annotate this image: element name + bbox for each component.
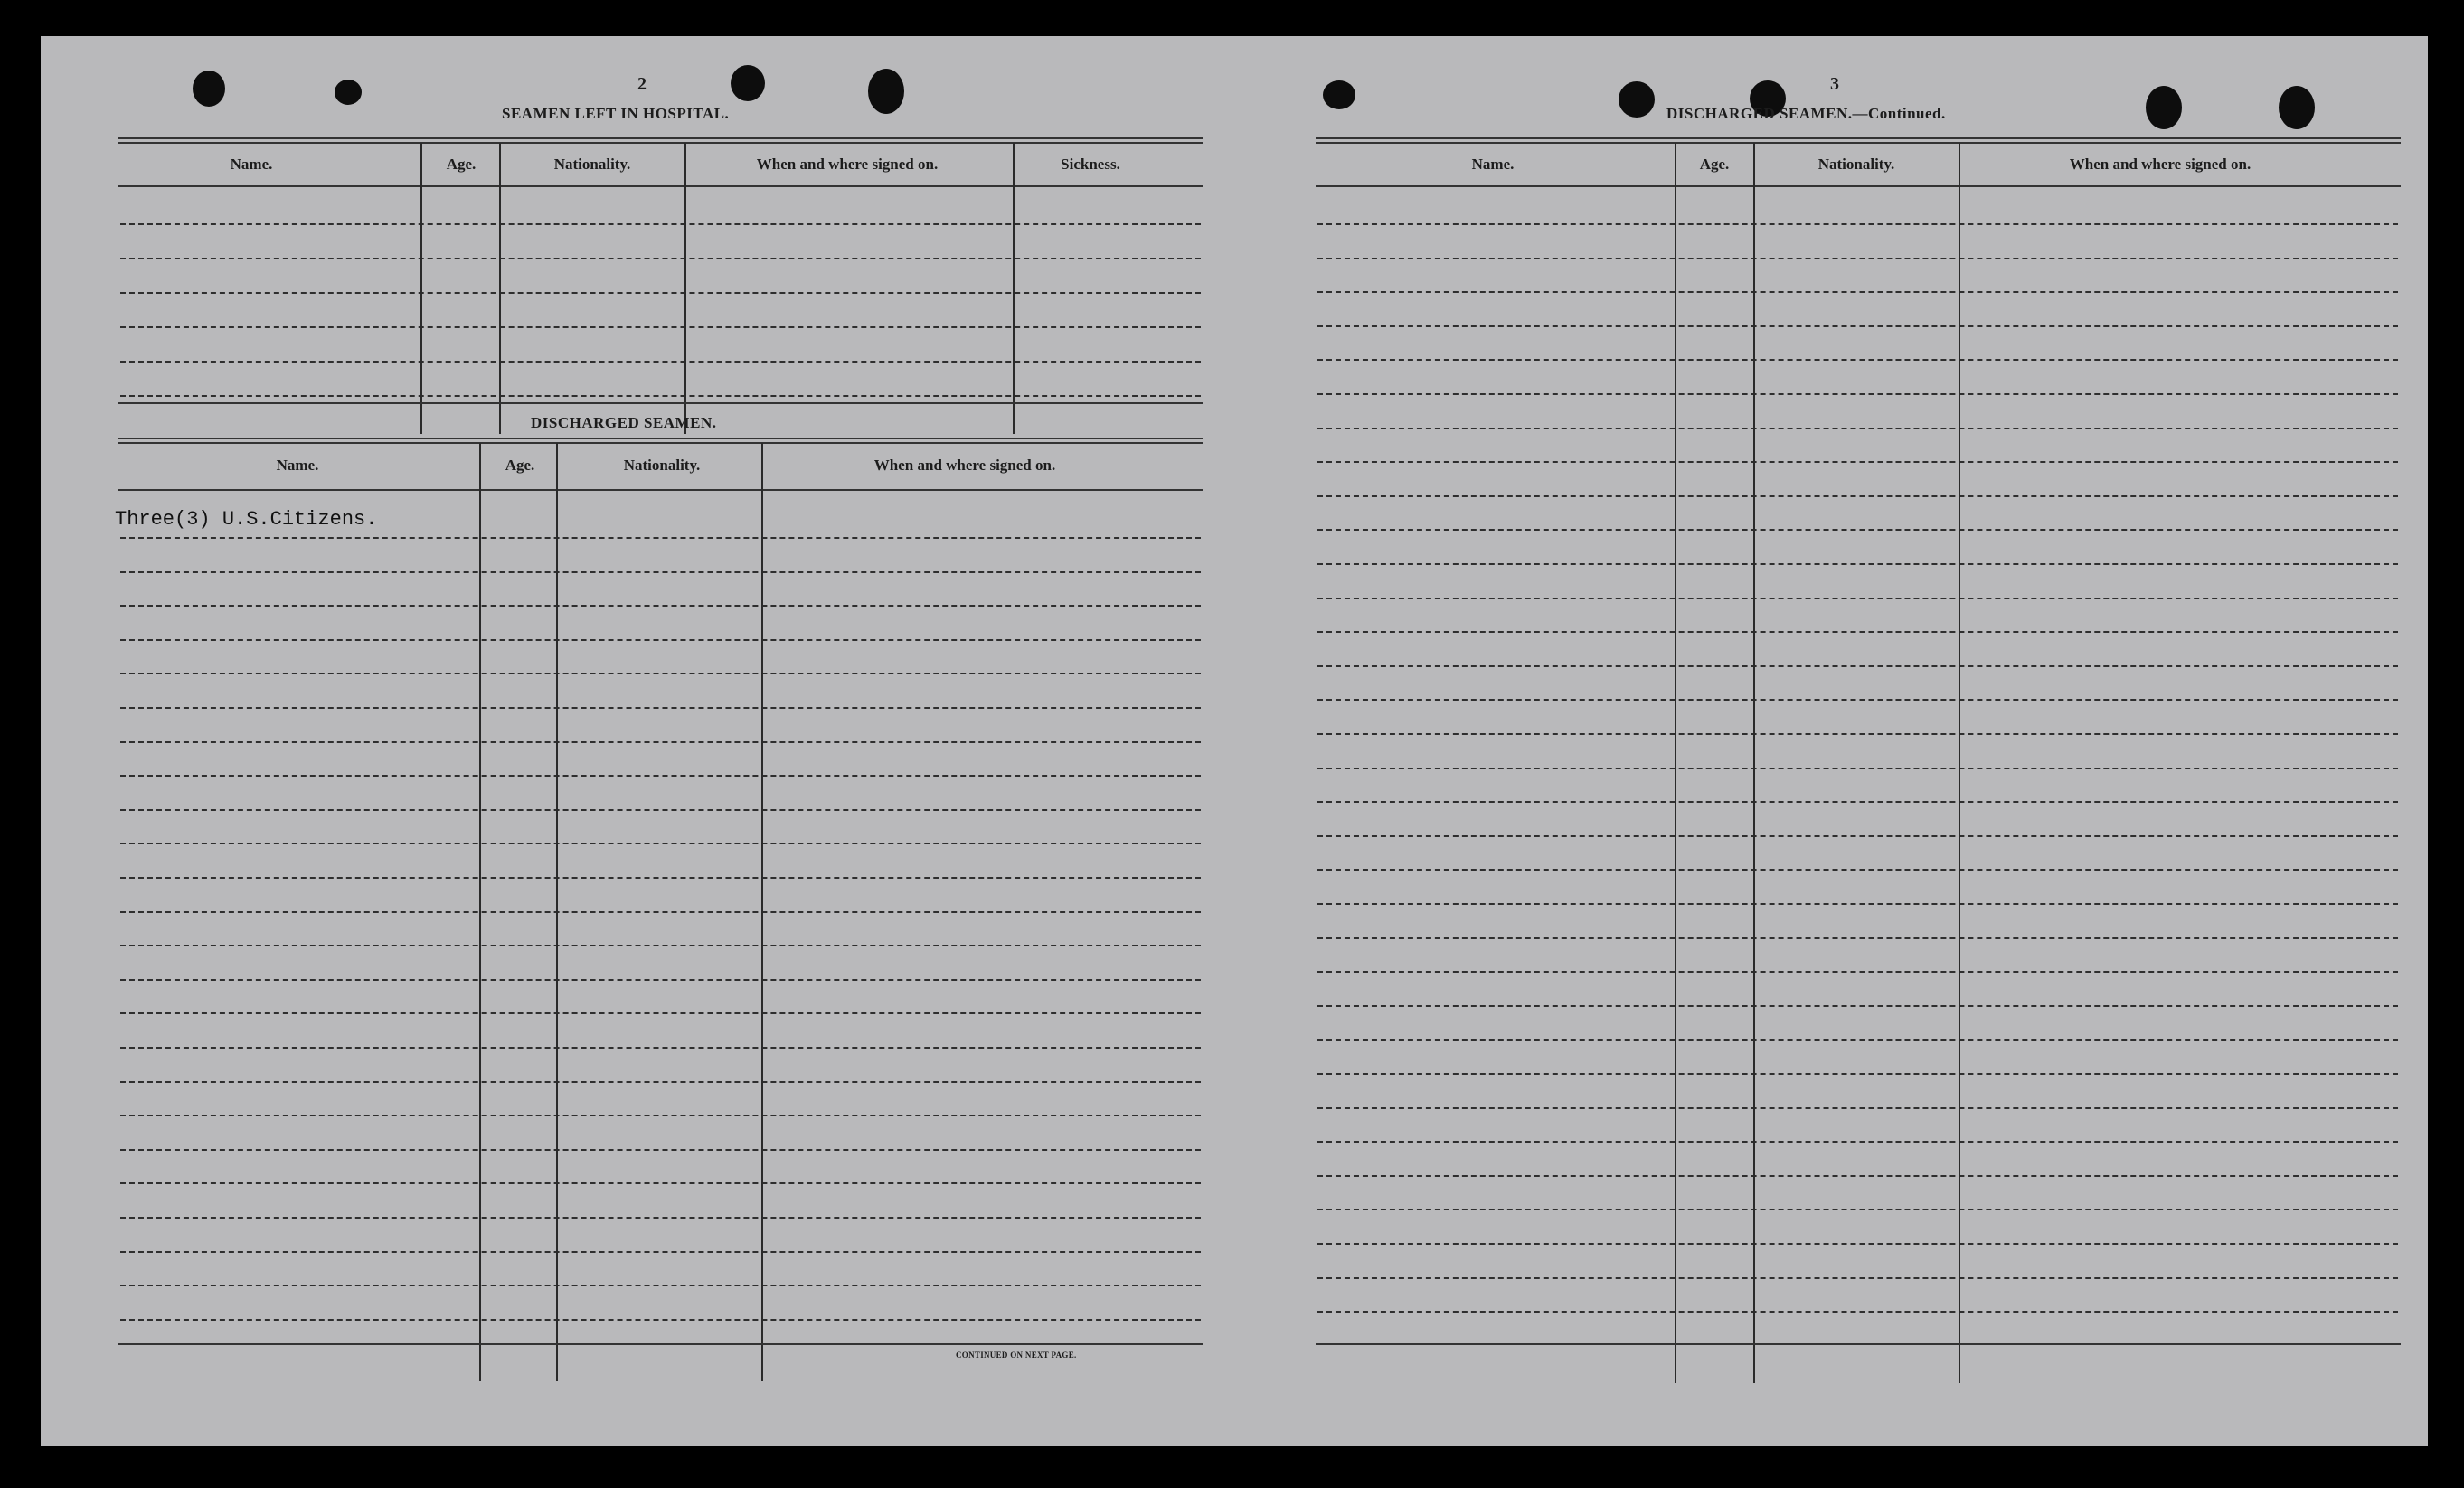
right-col-age: Age. bbox=[1699, 155, 1730, 173]
dotted-rule bbox=[1317, 733, 2398, 735]
dotted-rule bbox=[1317, 1005, 2398, 1007]
right-col-name: Name. bbox=[1471, 155, 1515, 173]
dotted-rule bbox=[120, 809, 1201, 811]
discharged-col-name: Name. bbox=[276, 457, 319, 474]
discharged-col-divider bbox=[556, 443, 558, 1381]
dotted-rule bbox=[120, 326, 1201, 328]
dotted-rule bbox=[1317, 325, 2398, 327]
dotted-rule bbox=[120, 292, 1201, 294]
dotted-rule bbox=[120, 945, 1201, 946]
discharged-col-divider bbox=[479, 443, 481, 1381]
dotted-rule bbox=[120, 1217, 1201, 1219]
punch-hole bbox=[2146, 86, 2182, 129]
right-page-number: 3 bbox=[1830, 74, 1839, 94]
discharged-col-signed-on: When and where signed on. bbox=[873, 457, 1056, 474]
punch-hole bbox=[193, 71, 225, 107]
dotted-rule bbox=[120, 361, 1201, 363]
dotted-rule bbox=[1317, 665, 2398, 667]
dotted-rule bbox=[120, 1182, 1201, 1184]
dotted-rule bbox=[1317, 1141, 2398, 1143]
dotted-rule bbox=[1317, 223, 2398, 225]
hospital-col-divider bbox=[1013, 143, 1015, 434]
discharged-col-age: Age. bbox=[505, 457, 535, 474]
discharged-table-top-rule bbox=[118, 442, 1203, 444]
dotted-rule bbox=[1317, 1209, 2398, 1210]
hospital-col-divider bbox=[684, 143, 686, 434]
right-table-bottom-rule bbox=[1316, 1343, 2401, 1345]
hospital-table-top-rule bbox=[118, 137, 1203, 139]
dotted-rule bbox=[1317, 461, 2398, 463]
dotted-rule bbox=[1317, 801, 2398, 803]
discharged-col-divider bbox=[761, 443, 763, 1381]
dotted-rule bbox=[1317, 495, 2398, 497]
discharged-header-rule bbox=[118, 489, 1203, 491]
dotted-rule bbox=[120, 707, 1201, 709]
dotted-rule bbox=[1317, 529, 2398, 531]
dotted-rule bbox=[120, 979, 1201, 981]
dotted-rule bbox=[1317, 563, 2398, 565]
dotted-rule bbox=[120, 1149, 1201, 1151]
dotted-rule bbox=[1317, 1073, 2398, 1075]
dotted-rule bbox=[1317, 768, 2398, 769]
dotted-rule bbox=[1317, 258, 2398, 259]
punch-hole bbox=[731, 65, 765, 101]
left-page-number: 2 bbox=[637, 74, 647, 94]
dotted-rule bbox=[1317, 1311, 2398, 1313]
dotted-rule bbox=[120, 639, 1201, 641]
dotted-rule bbox=[120, 1285, 1201, 1286]
dotted-rule bbox=[1317, 1243, 2398, 1245]
right-col-divider bbox=[1959, 143, 1960, 1383]
dotted-rule bbox=[120, 1251, 1201, 1253]
hospital-col-age: Age. bbox=[446, 155, 477, 173]
hospital-col-sickness: Sickness. bbox=[1061, 155, 1120, 173]
left-table-bottom-rule bbox=[118, 1343, 1203, 1345]
dotted-rule bbox=[120, 877, 1201, 879]
punch-hole bbox=[1323, 80, 1355, 109]
right-col-divider bbox=[1675, 143, 1676, 1383]
hospital-col-divider bbox=[420, 143, 422, 434]
hospital-table-top-rule bbox=[118, 142, 1203, 144]
dotted-rule bbox=[1317, 903, 2398, 905]
dotted-rule bbox=[1317, 1277, 2398, 1279]
dotted-rule bbox=[120, 1012, 1201, 1014]
dotted-rule bbox=[1317, 631, 2398, 633]
dotted-rule bbox=[120, 258, 1201, 259]
right-col-nationality: Nationality. bbox=[1817, 155, 1895, 173]
dotted-rule bbox=[1317, 598, 2398, 599]
right-header-rule bbox=[1316, 185, 2401, 187]
dotted-rule bbox=[120, 605, 1201, 607]
dotted-rule bbox=[1317, 428, 2398, 429]
dotted-rule bbox=[120, 1115, 1201, 1116]
hospital-header-rule bbox=[118, 185, 1203, 187]
dotted-rule bbox=[120, 1081, 1201, 1083]
hospital-col-nationality: Nationality. bbox=[553, 155, 631, 173]
punch-hole bbox=[1619, 81, 1655, 118]
punch-hole bbox=[868, 69, 904, 114]
dotted-rule bbox=[120, 1047, 1201, 1049]
dotted-rule bbox=[1317, 869, 2398, 871]
dotted-rule bbox=[120, 775, 1201, 777]
dotted-rule bbox=[120, 571, 1201, 573]
hospital-col-divider bbox=[499, 143, 501, 434]
hospital-col-name: Name. bbox=[230, 155, 273, 173]
dotted-rule bbox=[120, 537, 1201, 539]
dotted-rule bbox=[1317, 1107, 2398, 1109]
dotted-rule bbox=[1317, 699, 2398, 701]
hospital-section-title: SEAMEN LEFT IN HOSPITAL. bbox=[502, 105, 730, 122]
dotted-rule bbox=[1317, 937, 2398, 939]
document-scan bbox=[41, 36, 2428, 1446]
dotted-rule bbox=[1317, 1039, 2398, 1041]
hospital-col-signed-on: When and where signed on. bbox=[756, 155, 939, 173]
right-table-top-rule bbox=[1316, 137, 2401, 139]
dotted-rule bbox=[1317, 1175, 2398, 1177]
punch-hole bbox=[335, 80, 362, 105]
continued-footer: CONTINUED ON NEXT PAGE. bbox=[956, 1351, 1077, 1360]
right-section-title: DISCHARGED SEAMEN.—Continued. bbox=[1666, 105, 1946, 122]
dotted-rule bbox=[1317, 393, 2398, 395]
dotted-rule bbox=[120, 1319, 1201, 1321]
dotted-rule bbox=[1317, 291, 2398, 293]
dotted-rule bbox=[1317, 835, 2398, 837]
discharged-col-nationality: Nationality. bbox=[623, 457, 701, 474]
right-col-signed-on: When and where signed on. bbox=[2069, 155, 2252, 173]
discharged-table-top-rule bbox=[118, 438, 1203, 439]
punch-hole bbox=[2279, 86, 2315, 129]
discharged-section-title: DISCHARGED SEAMEN. bbox=[531, 414, 717, 431]
hospital-table-bottom-rule bbox=[118, 402, 1203, 404]
right-table-top-rule bbox=[1316, 142, 2401, 144]
dotted-rule bbox=[120, 673, 1201, 674]
right-col-divider bbox=[1753, 143, 1755, 1383]
dotted-rule bbox=[120, 741, 1201, 743]
dotted-rule bbox=[1317, 359, 2398, 361]
dotted-rule bbox=[120, 911, 1201, 913]
dotted-rule bbox=[120, 395, 1201, 397]
dotted-rule bbox=[120, 843, 1201, 844]
dotted-rule bbox=[120, 223, 1201, 225]
dotted-rule bbox=[1317, 971, 2398, 973]
discharged-entry-text: Three(3) U.S.Citizens. bbox=[115, 508, 378, 531]
